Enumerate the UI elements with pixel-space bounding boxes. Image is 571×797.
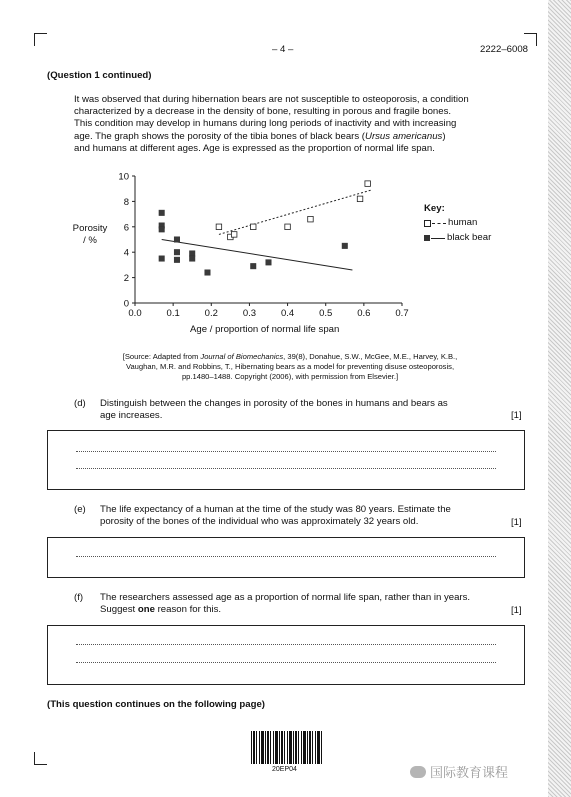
human-data-point [231, 232, 237, 238]
human-data-point [357, 196, 363, 202]
legend-title: Key: [424, 203, 445, 214]
legend-black-bear: black bear [424, 232, 491, 244]
intro-paragraph [74, 94, 514, 155]
intro-line-5: and humans at different ages. Age is expressed as the proportion of normal life span. [74, 142, 435, 154]
human-data-point [365, 181, 371, 187]
human-trend-line [219, 190, 372, 234]
question-e-text: The life expectancy of a human at the time of the study was 80 years. Estimate the porosity of the bones of the individual who was approximately 32 years old. [100, 504, 451, 528]
human-data-point [216, 224, 222, 230]
x-tick-label: 0.4 [280, 308, 295, 319]
black-bear-data-point [159, 227, 165, 233]
x-tick-label: 0.0 [128, 308, 142, 319]
x-tick-label: 0.3 [242, 308, 257, 319]
question-f-marks: [1] [511, 605, 522, 616]
y-tick-label: 10 [118, 171, 129, 183]
x-tick-label: 0.7 [395, 308, 409, 319]
page-number: – 4 – [272, 44, 294, 55]
barcode-label: 20EP04 [272, 766, 297, 773]
x-tick-label: 0.2 [204, 308, 218, 319]
black-bear-data-point [174, 257, 180, 263]
black-bear-data-point [189, 251, 195, 257]
source-line-1: [Source: Adapted from Journal of Biomechanics, 39(8), Donahue, S.W., McGee, M.E., Harvey, K.B., [122, 352, 458, 361]
source-line-3: pp.1480–1488. Copyright (2006), with permission from Elsevier.] [181, 372, 399, 381]
dashed-line-icon [432, 223, 446, 224]
human-data-point [308, 216, 314, 222]
answer-line [76, 644, 496, 645]
black-bear-data-point [205, 270, 211, 276]
y-tick-label: 6 [123, 222, 129, 234]
question-f-letter: (f) [74, 592, 84, 603]
question-d-marks: [1] [511, 410, 522, 421]
intro-line-3: This condition may develop in humans during long periods of inactivity and with increasing [74, 118, 457, 130]
black-bear-data-point [342, 243, 348, 249]
answer-line [76, 556, 496, 557]
question-heading: (Question 1 continued) [47, 70, 152, 81]
corner-mark-bottom-left [34, 752, 47, 765]
answer-box-f[interactable] [47, 625, 525, 685]
answer-line [76, 451, 496, 452]
black-bear-data-point [174, 249, 180, 255]
y-tick-label: 2 [123, 273, 129, 285]
y-axis-label: Porosity / % [72, 223, 108, 247]
source-line-2: Vaughan, M.R. and Robbins, T., Hibernating bears as a model for preventing disuse osteoporosis, [125, 362, 455, 371]
answer-box-d[interactable] [47, 430, 525, 490]
y-tick-label: 8 [123, 196, 129, 208]
barcode [251, 731, 323, 764]
question-f-text: The researchers assessed age as a proportion of normal life span, rather than in years. Suggest one reason for this. [100, 592, 471, 616]
human-data-point [250, 224, 256, 230]
x-tick-label: 0.5 [319, 308, 333, 319]
watermark: 国际教育课程 [410, 762, 508, 781]
human-data-point [285, 224, 291, 230]
corner-mark-top-left [34, 33, 47, 46]
intro-line-4: age. The graph shows the porosity of the tibia bones of black bears (Ursus americanus) [74, 130, 446, 142]
open-square-icon [424, 220, 431, 227]
black-bear-data-point [189, 256, 195, 261]
question-e-marks: [1] [511, 517, 522, 528]
black-bear-data-point [159, 256, 165, 261]
question-d-text: Distinguish between the changes in porosity of the bones in humans and bears as age increases. [100, 398, 448, 422]
legend-human: human [424, 217, 477, 229]
question-e-letter: (e) [74, 504, 86, 515]
black-bear-data-point [266, 260, 272, 266]
y-tick-label: 0 [123, 298, 129, 310]
solid-line-icon [431, 238, 445, 239]
black-bear-data-point [250, 263, 256, 269]
filled-square-icon [424, 235, 430, 241]
x-axis-label: Age / proportion of normal life span [190, 324, 340, 335]
black-bear-data-point [174, 237, 180, 243]
chat-bubble-icon [410, 766, 426, 778]
answer-line [76, 662, 496, 663]
intro-line-2: characterized by a decrease in the density of bone, resulting in porous and fragile bones. [74, 106, 452, 118]
black-bear-data-point [159, 210, 165, 216]
y-tick-label: 4 [123, 247, 129, 259]
answer-box-e[interactable] [47, 537, 525, 578]
answer-line [76, 468, 496, 469]
page-edge-hatching [548, 0, 571, 797]
source-citation [60, 352, 520, 382]
paper-code: 2222–6008 [480, 44, 529, 55]
intro-line-1: It was observed that during hibernation bears are not susceptible to osteoporosis, a condition [74, 94, 469, 105]
continues-note: (This question continues on the following page) [47, 699, 265, 710]
x-tick-label: 0.6 [357, 308, 371, 319]
x-tick-label: 0.1 [166, 308, 180, 319]
question-d-letter: (d) [74, 398, 86, 409]
